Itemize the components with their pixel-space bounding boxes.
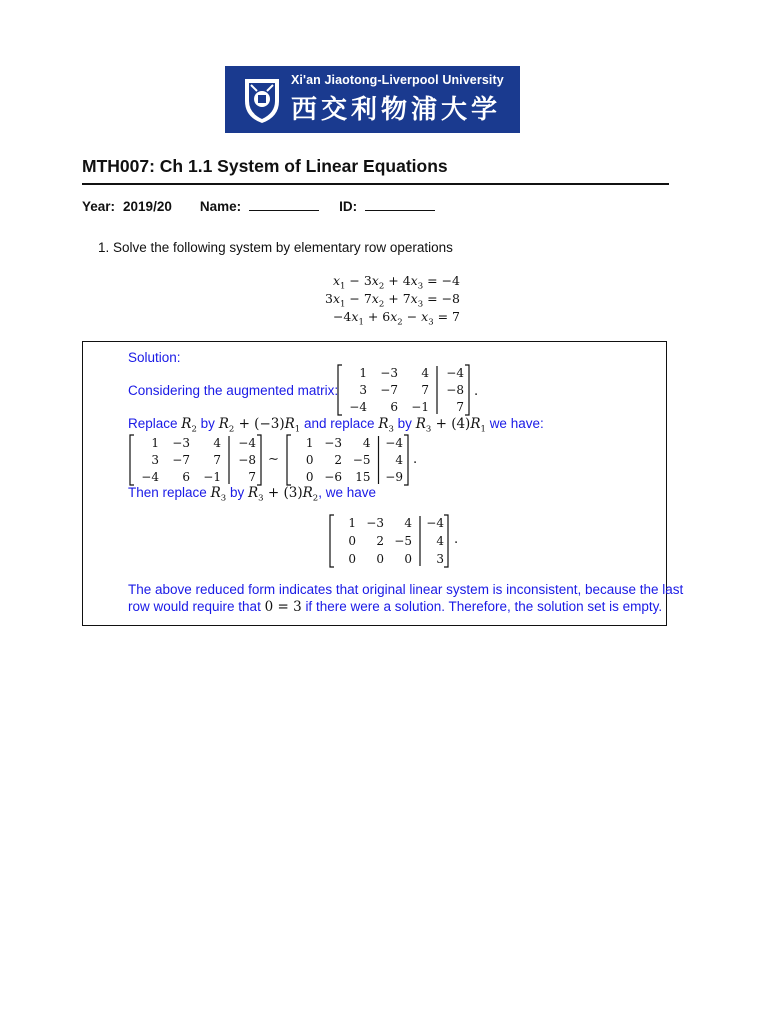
university-name-cn: 西交利物浦大学: [291, 95, 502, 125]
matrix-cell: −3: [366, 516, 384, 530]
matrix-cell: −4: [385, 436, 403, 450]
matrix-cell: −3: [324, 436, 342, 450]
eq1-rhs: −4: [441, 273, 460, 288]
conclusion-line-1: The above reduced form indicates that original linear system is inconsistent, because the last: [128, 582, 684, 597]
matrix-cell: 2: [376, 534, 384, 548]
equation-1: $x_1 - 3x_2 + 4x_3 = -4$: [332, 273, 460, 292]
matrix-cell: 7: [421, 383, 429, 397]
matrix-before: [128, 434, 263, 486]
name-blank: [249, 198, 319, 211]
university-logo: [225, 66, 520, 133]
matrix-cell: 3: [151, 453, 159, 467]
matrix-cell: 4: [395, 453, 403, 467]
matrix-cell: −4: [426, 516, 444, 530]
augmented-label: Considering the augmented matrix:: [128, 383, 339, 398]
matrix-cell: −5: [352, 453, 371, 467]
university-name-en: Xi'an Jiaotong-Liverpool University: [291, 73, 504, 87]
then-replace-line: Then replace $R_3$ by $R_3 + (3)R_2$, we have: [128, 485, 376, 504]
matrix-cell: 0: [404, 552, 412, 566]
matrix-cell: −4: [349, 400, 367, 414]
matrix-cell: 4: [436, 534, 444, 548]
period-a: .: [474, 384, 479, 399]
solution-heading: Solution:: [128, 350, 181, 365]
eq2-rhs: −8: [441, 291, 460, 306]
meta-row: [82, 198, 435, 214]
matrix-cell: 0: [348, 552, 356, 566]
matrix-cell: 6: [390, 400, 398, 414]
matrix-cell: 0: [376, 552, 384, 566]
reduced-matrix: [328, 514, 450, 568]
conclusion-line-2: row would require that 0 = 3 if there were a solution. Therefore, the solution set is empty.: [128, 599, 663, 615]
year-label: Year:: [82, 199, 116, 214]
university-crest-icon: [241, 75, 283, 125]
augmented-matrix: [336, 364, 471, 416]
matrix-after-step1: [285, 434, 410, 486]
matrix-cell: −1: [411, 400, 429, 414]
equation-3: $-4x_1 + 6x_2 - x_3 = 7$: [332, 309, 460, 328]
matrix-cell: 1: [348, 516, 356, 530]
matrix-cell: 4: [362, 436, 371, 450]
matrix-cell: 0: [305, 453, 314, 467]
matrix-cell: 7: [213, 453, 221, 467]
period-b: .: [413, 452, 418, 467]
matrix-cell: 0: [305, 470, 314, 484]
period-c: .: [454, 532, 459, 547]
page-title: MTH007: Ch 1.1 System of Linear Equations: [82, 156, 448, 176]
matrix-cell: −3: [172, 436, 190, 450]
matrix-cell: −4: [141, 470, 159, 484]
matrix-cell: 1: [359, 366, 367, 380]
matrix-cell: −3: [380, 366, 398, 380]
matrix-cell: −9: [385, 470, 403, 484]
eq3-rhs: 7: [452, 309, 460, 324]
matrix-cell: 4: [213, 436, 221, 450]
matrix-cell: −8: [238, 453, 256, 467]
year-value: 2019/20: [123, 199, 172, 214]
matrix-cell: −5: [394, 534, 412, 548]
matrix-cell: 4: [404, 516, 412, 530]
matrix-cell: 7: [248, 470, 256, 484]
matrix-cell: 4: [421, 366, 429, 380]
id-blank: [365, 198, 435, 211]
title-rule: [82, 183, 669, 185]
matrix-cell: −8: [446, 383, 464, 397]
solution-box: [82, 341, 684, 626]
id-label: ID:: [339, 199, 358, 214]
matrix-cell: −6: [324, 470, 342, 484]
matrix-cell: 3: [436, 552, 444, 566]
equation-2: $3x_1 - 7x_2 + 7x_3 = -8$: [324, 291, 460, 310]
question-text: 1. Solve the following system by elementary row operations: [98, 240, 453, 255]
matrix-cell: 1: [151, 436, 159, 450]
replace-line: Replace $R_2$ by $R_2 + (-3)R_1$ and replace $R_3$ by $R_3 + (4)R_1$ we have:: [128, 416, 544, 435]
matrix-cell: 15: [355, 470, 371, 484]
matrix-cell: 2: [334, 453, 342, 467]
matrix-cell: −4: [238, 436, 256, 450]
equation-system: [300, 272, 460, 326]
matrix-cell: −1: [203, 470, 221, 484]
matrix-cell: −7: [172, 453, 190, 467]
matrix-cell: −7: [380, 383, 398, 397]
matrix-cell: 6: [182, 470, 190, 484]
matrix-cell: 0: [348, 534, 356, 548]
matrix-cell: 3: [359, 383, 367, 397]
matrix-cell: −4: [446, 366, 464, 380]
matrix-cell: 7: [456, 400, 464, 414]
equivalence-symbol: ∼: [268, 452, 279, 467]
name-label: Name:: [199, 199, 242, 214]
matrix-cell: 1: [305, 436, 314, 450]
